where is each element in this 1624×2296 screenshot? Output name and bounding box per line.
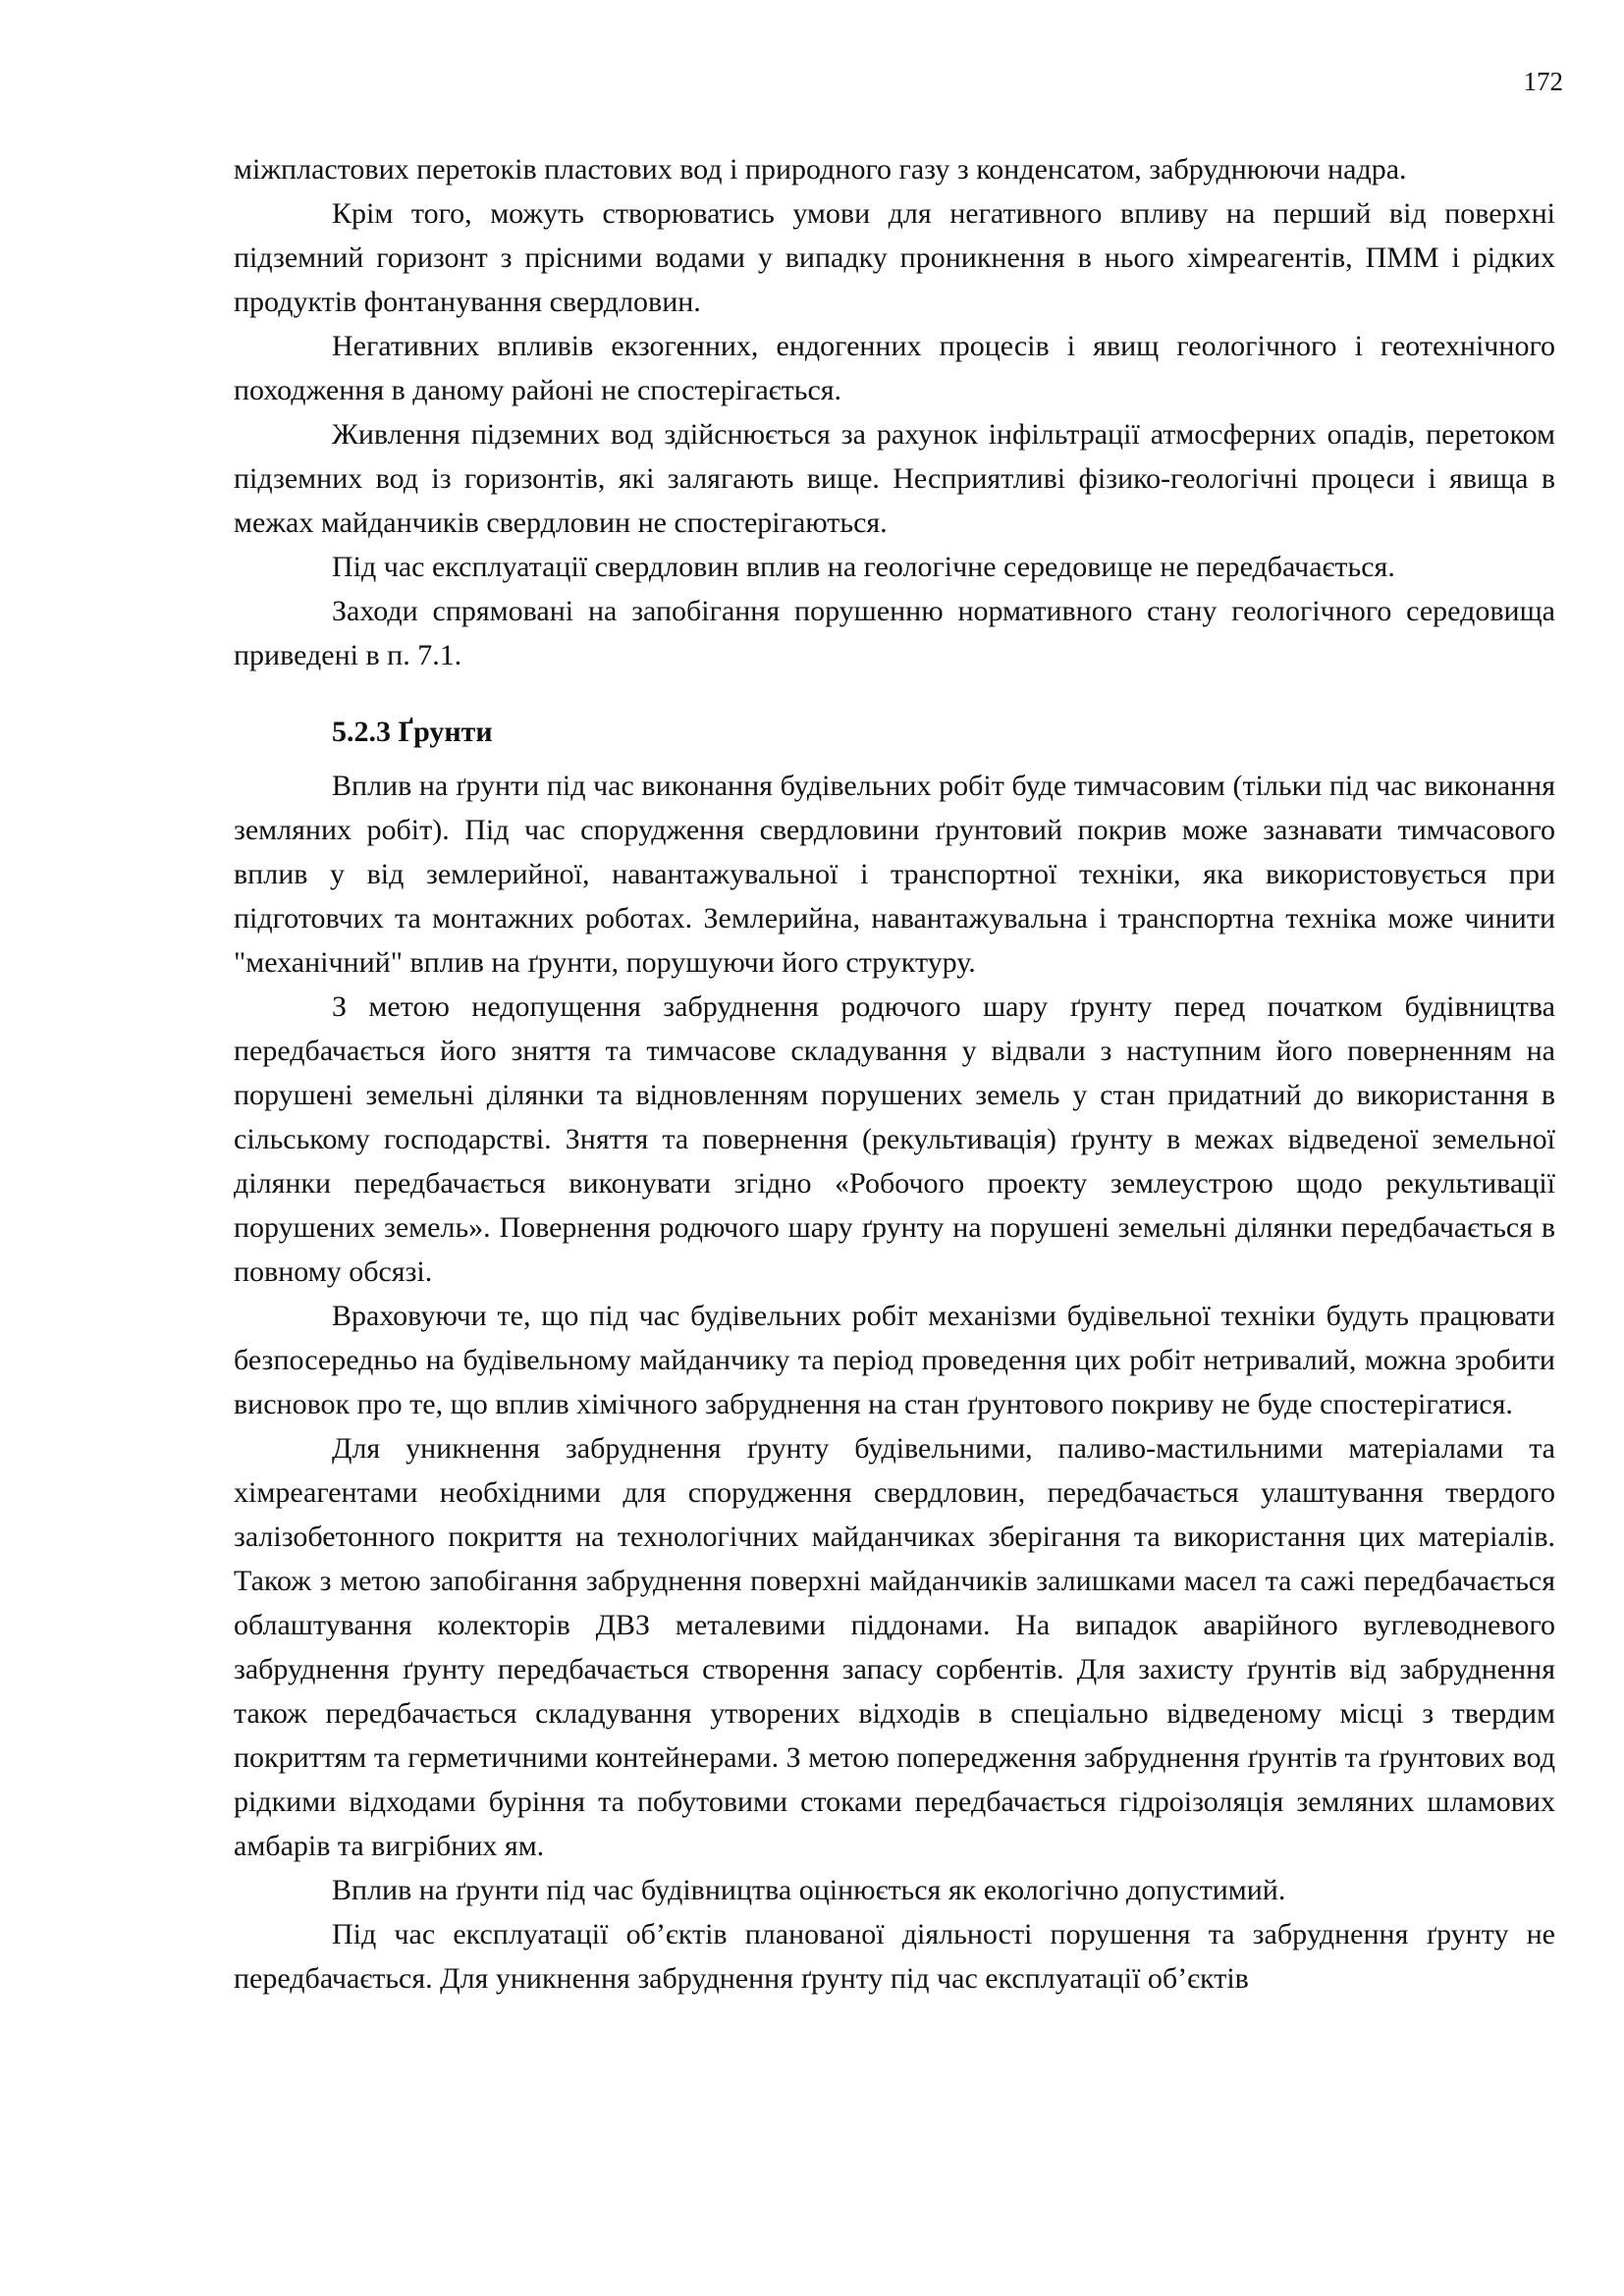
- paragraph: Живлення підземних вод здійснюється за рахунок інфільтрації атмосферних опадів, перетоком підземних вод із горизонтів, які залягають вище. Несприятливі фізико-геологічні процеси і явища в межах майданчиків свердловин не спостерігаються.: [234, 418, 1555, 539]
- paragraph: Для уникнення забруднення ґрунту будівельними, паливо-мастильними матеріалами та хімреагентами необхідними для спорудження свердловин, передбачається улаштування твердого залізобетонного покриття на технологічних майданчиках зберігання та використання цих матеріалів. Також з метою запобігання забруднення поверхні майданчиків залишками масел та сажі передбачається облаштування колекторів ДВЗ металевими піддонами. На випадок аварійного вуглеводневого забруднення ґрунту передбачається створення запасу сорбентів. Для захисту ґрунтів від забруднення також передбачається складування утворених відходів в спеціально відведеному місці з твердим покриттям та герметичними контейнерами. З метою попередження забруднення ґрунтів та ґрунтових вод рідкими відходами буріння та побутовими стоками передбачається гідроізоляція земляних шламових амбарів та вигрібних ям.: [234, 1432, 1555, 1862]
- paragraph: Під час експлуатації об’єктів планованої діяльності порушення та забруднення ґрунту не передбачається. Для уникнення забруднення ґрунту під час експлуатації об’єктів: [234, 1918, 1555, 1995]
- document-body: [234, 147, 1555, 2001]
- paragraph: Крім того, можуть створюватись умови для негативного впливу на перший від поверхні підземний горизонт з прісними водами у випадку проникнення в нього хімреагентів, ПММ і рідких продуктів фонтанування свердловин.: [234, 197, 1555, 318]
- paragraph: Вплив на ґрунти під час виконання будівельних робіт буде тимчасовим (тільки під час виконання земляних робіт). Під час спорудження свердловини ґрунтовий покрив може зазнавати тимчасового вплив у від землерийної, навантажувальної і транспортної техніки, яка використовується при підготовчих та монтажних роботах. Землерийна, навантажувальна і транспортна техніка може чинити "механічний" вплив на ґрунти, порушуючи його структуру.: [234, 770, 1555, 979]
- section-heading: 5.2.3 Ґрунти: [332, 716, 493, 748]
- paragraph: Під час експлуатації свердловин вплив на геологічне середовище не передбачається.: [332, 551, 1395, 583]
- paragraph: З метою недопущення забруднення родючого шару ґрунту перед початком будівництва передбачається його зняття та тимчасове складування у відвали з наступним його поверненням на порушені земельні ділянки та відновленням порушених земель у стан придатний до використання в сільському господарстві. Зняття та повернення (рекультивація) ґрунту в межах відведеної земельної ділянки передбачається виконувати згідно «Робочого проекту землеустрою щодо рекультивації порушених земель». Повернення родючого шару ґрунту на порушені земельні ділянки передбачається в повному обсязі.: [234, 990, 1555, 1288]
- paragraph: Враховуючи те, що під час будівельних робіт механізми будівельної техніки будуть працювати безпосередньо на будівельному майданчику та період проведення цих робіт нетривалий, можна зробити висновок про те, що вплив хімічного забруднення на стан ґрунтового покриву не буде спостерігатися.: [234, 1300, 1555, 1420]
- page-number: 172: [1523, 67, 1563, 96]
- paragraph-continuation: міжпластових перетоків пластових вод і природного газу з конденсатом, забруднюючи надра.: [234, 153, 1407, 186]
- paragraph: Негативних впливів екзогенних, ендогенних процесів і явищ геологічного і геотехнічного походження в даному районі не спостерігається.: [234, 330, 1555, 406]
- paragraph: Вплив на ґрунти під час будівництва оцінюється як екологічно допустимий.: [332, 1874, 1286, 1906]
- paragraph: Заходи спрямовані на запобігання порушенню нормативного стану геологічного середовища приведені в п. 7.1.: [234, 595, 1555, 671]
